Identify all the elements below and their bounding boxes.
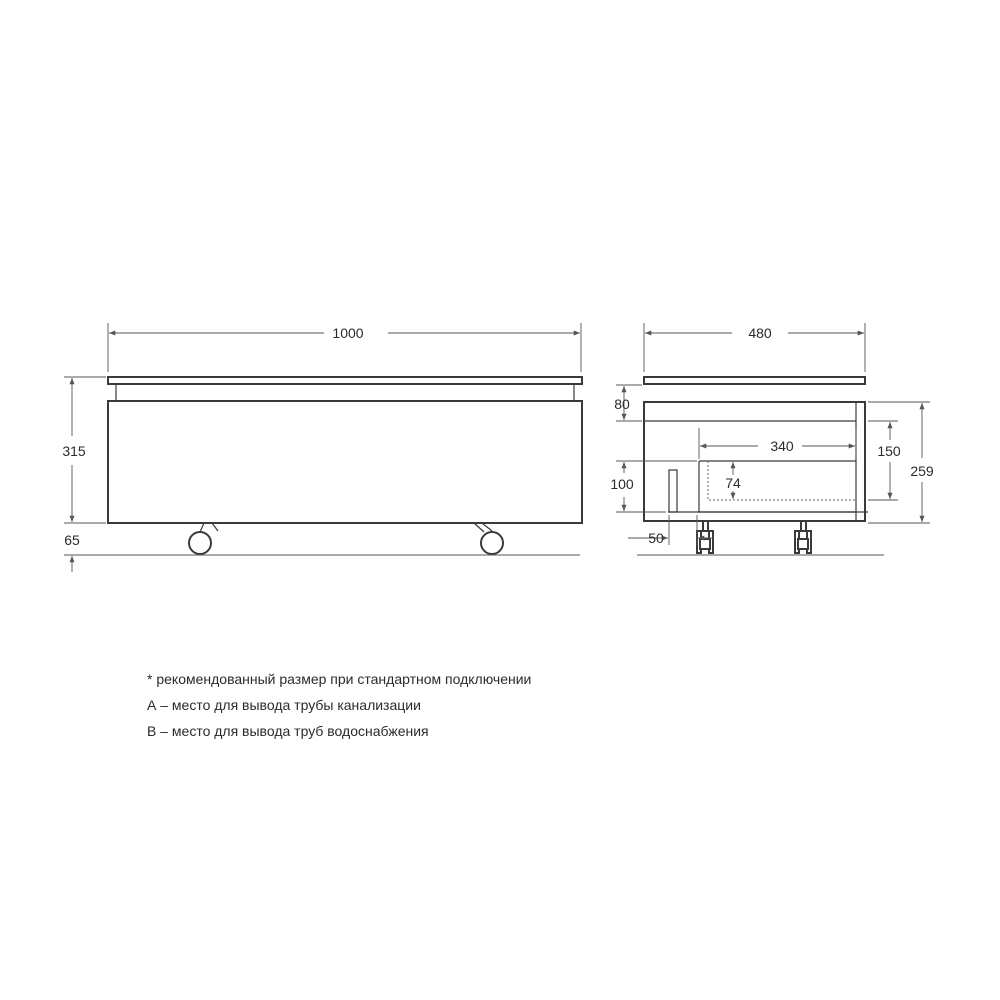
- legend-notes: [147, 666, 531, 744]
- side-view: [610, 323, 934, 555]
- note-recommended: * рекомендованный размер при стандартном подключении: [147, 671, 532, 687]
- dim-pipe-height: 100: [610, 476, 634, 492]
- caster-left: [189, 523, 218, 554]
- dim-inner-width: 340: [770, 438, 794, 454]
- basin-rim: [116, 384, 574, 401]
- cabinet-body: [108, 401, 582, 523]
- countertop: [108, 377, 582, 384]
- front-view: [62, 323, 582, 572]
- dim-legs: 65: [64, 532, 80, 548]
- dim-total-height: 259: [910, 463, 934, 479]
- dim-inner-depth: 74: [725, 475, 741, 491]
- dim-height: 315: [62, 443, 86, 459]
- dim-wall-offset: 50: [648, 530, 664, 546]
- dim-outlet-height: 150: [877, 443, 901, 459]
- side-countertop: [644, 377, 865, 384]
- dim-top-offset: 80: [614, 396, 630, 412]
- caster-right: [474, 523, 503, 554]
- note-point-a: А – место для вывода трубы канализации: [147, 697, 421, 713]
- dim-width: 1000: [332, 325, 364, 341]
- side-leg-right: [795, 521, 811, 553]
- dim-depth: 480: [748, 325, 772, 341]
- side-leg-left: [697, 521, 713, 553]
- note-point-b: В – место для вывода труб водоснабжения: [147, 723, 429, 739]
